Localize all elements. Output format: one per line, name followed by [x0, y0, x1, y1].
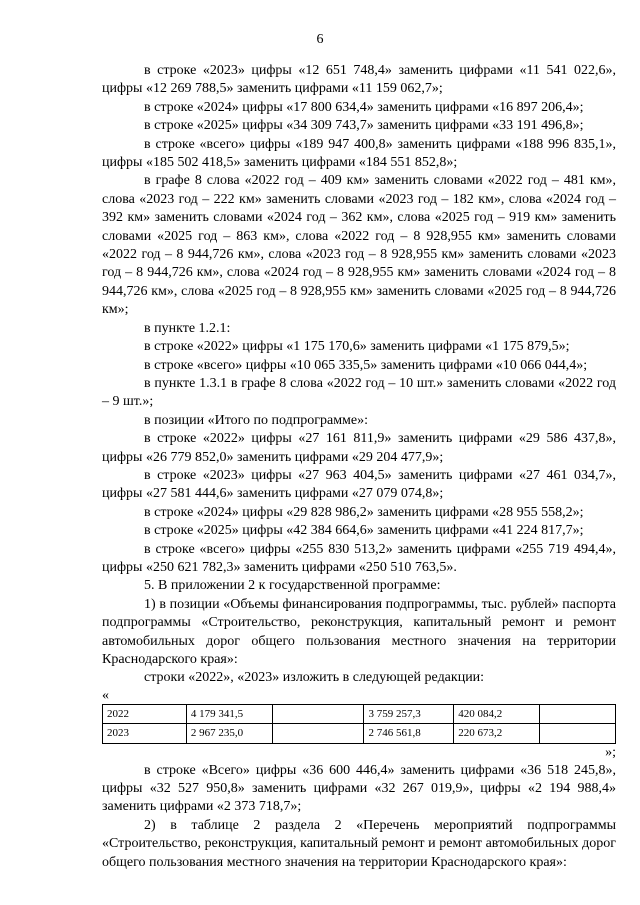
table-cell: 2022: [103, 704, 187, 723]
paragraphs-before-table: [102, 62, 616, 688]
table-cell: [272, 724, 364, 743]
paragraph: в строке «2023» цифры «27 963 404,5» заменить цифрами «27 461 034,7», цифры «27 581 444,6» заменить цифрами «27 079 074,8»;: [102, 467, 616, 502]
paragraph: в строке «всего» цифры «10 065 335,5» заменить цифрами «10 066 044,4»;: [144, 357, 588, 373]
table-cell: 220 673,2: [454, 724, 540, 743]
table-open-quote: «: [102, 687, 109, 703]
paragraph: в строке «2025» цифры «42 384 664,6» заменить цифрами «41 224 817,7»;: [144, 523, 584, 539]
table-row: [103, 724, 616, 743]
table-row: [103, 704, 616, 723]
table-cell: 2023: [103, 724, 187, 743]
paragraph: в графе 8 слова «2022 год – 409 км» заменить словами «2022 год – 481 км», слова «2023 год – 222 км» заменить словами «2023 год – 182 км», слова «2024 год – 392 км» заменить словами «2024 год – 362 км», слова «2025 год – 919 км» заменить словами «2025 год – 863 км», слова «2022 год – 8 928,955 км» заменить словами «2022 год – 8 944,726 км», слова «2023 год – 8 928,955 км» заменить словами «2023 год – 8 944,726 км», слова «2024 год – 8 928,955 км» заменить словами «2024 год – 8 944,726 км», слова «2025 год – 8 928,955 км» заменить словами «2025 год – 8 944,726 км»;: [102, 173, 616, 318]
table-cell: 420 084,2: [454, 704, 540, 723]
table-cell: [272, 704, 364, 723]
paragraph: строки «2022», «2023» изложить в следующей редакции:: [144, 670, 485, 686]
financing-table: [102, 704, 616, 744]
paragraph: 5. В приложении 2 к государственной программе:: [144, 578, 441, 594]
paragraph: в строке «2023» цифры «12 651 748,4» заменить цифрами «11 541 022,6», цифры «12 269 788,5» заменить цифрами «11 159 062,7»;: [102, 63, 616, 97]
table-cell: 4 179 341,5: [186, 704, 272, 723]
table-cell: 2 967 235,0: [186, 724, 272, 743]
paragraph: в строке «2025» цифры «34 309 743,7» заменить цифрами «33 191 496,8»;: [144, 118, 584, 134]
table-cell: 3 759 257,3: [364, 704, 454, 723]
paragraph: в позиции «Итого по подпрограмме»:: [144, 412, 369, 428]
table-close-quote: »;: [605, 744, 616, 760]
paragraph: в пункте 1.3.1 в графе 8 слова «2022 год – 10 шт.» заменить словами «2022 год – 9 шт.»;: [102, 375, 616, 410]
paragraph: в пункте 1.2.1:: [144, 320, 231, 336]
paragraphs-after-table: [102, 762, 616, 872]
paragraph: в строке «2022» цифры «1 175 170,6» заменить цифрами «1 175 879,5»;: [144, 339, 570, 355]
paragraph: в строке «2024» цифры «17 800 634,4» заменить цифрами «16 897 206,4»;: [144, 99, 584, 115]
paragraph: в строке «всего» цифры «255 830 513,2» заменить цифрами «255 719 494,4», цифры «250 621 782,3» заменить цифрами «250 510 763,5».: [102, 541, 616, 575]
paragraph: в строке «2024» цифры «29 828 986,2» заменить цифрами «28 955 558,2»;: [144, 504, 584, 520]
paragraph: 1) в позиции «Объемы финансирования подпрограммы, тыс. рублей» паспорта подпрограммы «Строительство, реконструкция, капитальный ремонт и ремонт автомобильных дорог общего пользования местного значения на территории Краснодарского края»:: [102, 596, 616, 667]
paragraph: 2) в таблице 2 раздела 2 «Перечень мероприятий подпрограммы «Строительство, реконструкция, капитальный ремонт и ремонт автомобильных дорог общего пользования местного значения на территории Краснодарского края»:: [102, 817, 616, 870]
document-body: [102, 62, 616, 872]
paragraph: в строке «всего» цифры «189 947 400,8» заменить цифрами «188 996 835,1», цифры «185 502 418,5» заменить цифрами «184 551 852,8»;: [102, 136, 616, 171]
paragraph: в строке «2022» цифры «27 161 811,9» заменить цифрами «29 586 437,8», цифры «26 779 852,0» заменить цифрами «29 204 477,9»;: [102, 431, 616, 465]
table-cell: [540, 724, 616, 743]
paragraph: в строке «Всего» цифры «36 600 446,4» заменить цифрами «36 518 245,8», цифры «32 527 950,8» заменить цифрами «32 267 019,9», цифры «2 194 988,4» заменить цифрами «2 373 718,7»;: [102, 762, 616, 815]
table-cell: 2 746 561,8: [364, 724, 454, 743]
table-cell: [540, 704, 616, 723]
page-number: 6: [316, 32, 324, 47]
